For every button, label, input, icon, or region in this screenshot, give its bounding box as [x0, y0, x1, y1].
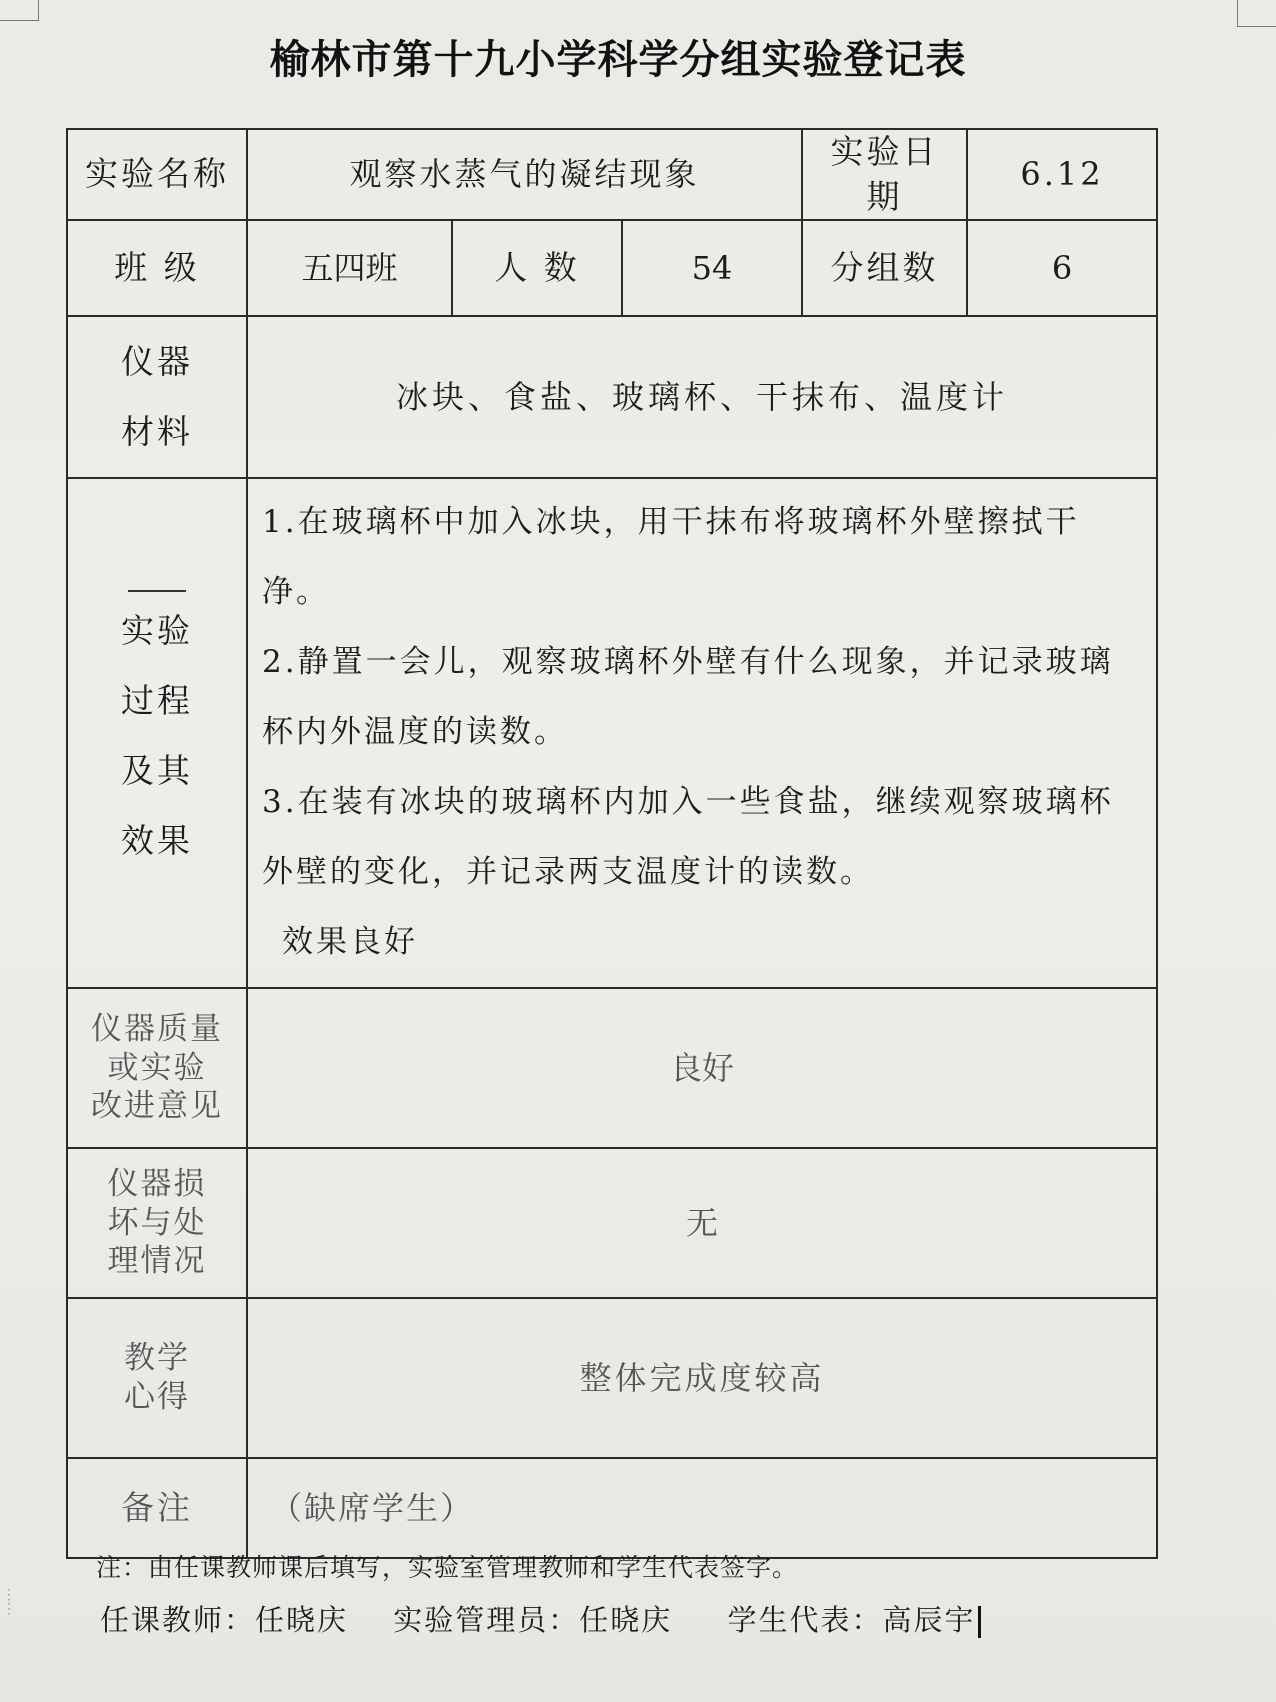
student-count-value[interactable]: 54 — [622, 220, 802, 316]
teacher-signature[interactable] — [100, 1603, 348, 1637]
student-label: 学生代表： — [727, 1603, 883, 1637]
teaching-label — [67, 1298, 247, 1458]
process-label — [67, 478, 247, 988]
materials-label-line: 材料 — [121, 412, 193, 452]
process-effect: 效果良好 — [282, 924, 418, 961]
signature-line — [100, 1598, 981, 1639]
materials-label — [67, 316, 247, 478]
damage-label — [67, 1148, 247, 1298]
class-label: 班 级 — [67, 220, 247, 316]
experiment-date-value[interactable]: 6.12 — [967, 129, 1157, 220]
process-label-line: 实验 — [121, 611, 193, 651]
materials-value[interactable]: 冰块、食盐、玻璃杯、干抹布、温度计 — [247, 316, 1157, 478]
process-step: 2.静置一会儿，观察玻璃杯外壁有什么现象，并记录玻璃杯内外温度的读数。 — [262, 644, 1114, 751]
process-steps[interactable] — [247, 478, 1157, 988]
process-step: 1.在玻璃杯中加入冰块，用干抹布将玻璃杯外壁擦拭干净。 — [262, 504, 1080, 611]
document-title: 榆林市第十九小学科学分组实验登记表 — [269, 37, 967, 83]
student-name: 高辰宇 — [882, 1603, 976, 1637]
teacher-label: 任课教师： — [100, 1603, 256, 1637]
damage-label-line: 坏与处 — [107, 1204, 207, 1241]
quality-label-line: 改进意见 — [91, 1088, 223, 1125]
text-cursor — [978, 1606, 981, 1638]
quality-label-line: 或实验 — [107, 1049, 207, 1086]
damage-label-line: 理情况 — [107, 1243, 207, 1280]
remarks-label: 备注 — [67, 1458, 247, 1558]
process-label-line: 及其 — [121, 751, 193, 791]
teaching-label-line: 教学 — [124, 1340, 190, 1377]
process-label-line: 过程 — [121, 681, 193, 721]
teaching-value[interactable]: 整体完成度较高 — [247, 1298, 1157, 1458]
student-count-label: 人 数 — [452, 220, 622, 316]
page-corner-mark — [1237, 0, 1276, 27]
admin-name: 任晓庆 — [579, 1603, 673, 1637]
damage-value[interactable]: 无 — [247, 1148, 1157, 1298]
remarks-value[interactable]: （缺席学生） — [247, 1458, 1157, 1558]
class-value[interactable]: 五四班 — [247, 220, 452, 316]
row-class — [67, 220, 1157, 316]
quality-label — [67, 988, 247, 1148]
quality-label-line: 仪器质量 — [91, 1010, 223, 1047]
row-damage — [67, 1148, 1157, 1298]
row-remarks — [67, 1458, 1157, 1558]
admin-label: 实验管理员： — [393, 1603, 580, 1637]
row-teaching — [67, 1298, 1157, 1458]
row-materials — [67, 316, 1157, 478]
process-label-line: 效果 — [121, 821, 193, 861]
page-corner-mark — [0, 0, 39, 21]
student-signature[interactable] — [728, 1603, 981, 1637]
process-step: 3.在装有冰块的玻璃杯内加入一些食盐，继续观察玻璃杯外壁的变化，并记录两支温度计的读数。 — [262, 784, 1114, 891]
row-experiment-name — [67, 129, 1157, 220]
ink-stroke — [128, 590, 186, 592]
footer-note: 注：由任课教师课后填写，实验室管理教师和学生代表签字。 — [96, 1553, 799, 1582]
row-quality — [67, 988, 1157, 1148]
group-count-value[interactable]: 6 — [967, 220, 1157, 316]
group-count-label: 分组数 — [802, 220, 967, 316]
experiment-name-value[interactable]: 观察水蒸气的凝结现象 — [247, 129, 802, 220]
materials-label-line: 仪器 — [121, 342, 193, 382]
admin-signature[interactable] — [393, 1603, 672, 1637]
experiment-name-label: 实验名称 — [67, 129, 247, 220]
form-table — [66, 128, 1158, 1559]
experiment-date-label: 实验日期 — [802, 129, 967, 220]
page-edge-marks: ⋮ ⋮ — [2, 1587, 16, 1617]
teacher-name: 任晓庆 — [255, 1603, 349, 1637]
teaching-label-line: 心得 — [124, 1379, 190, 1416]
quality-value[interactable]: 良好 — [247, 988, 1157, 1148]
damage-label-line: 仪器损 — [107, 1165, 207, 1202]
registration-form — [66, 128, 1156, 1559]
row-process — [67, 478, 1157, 988]
